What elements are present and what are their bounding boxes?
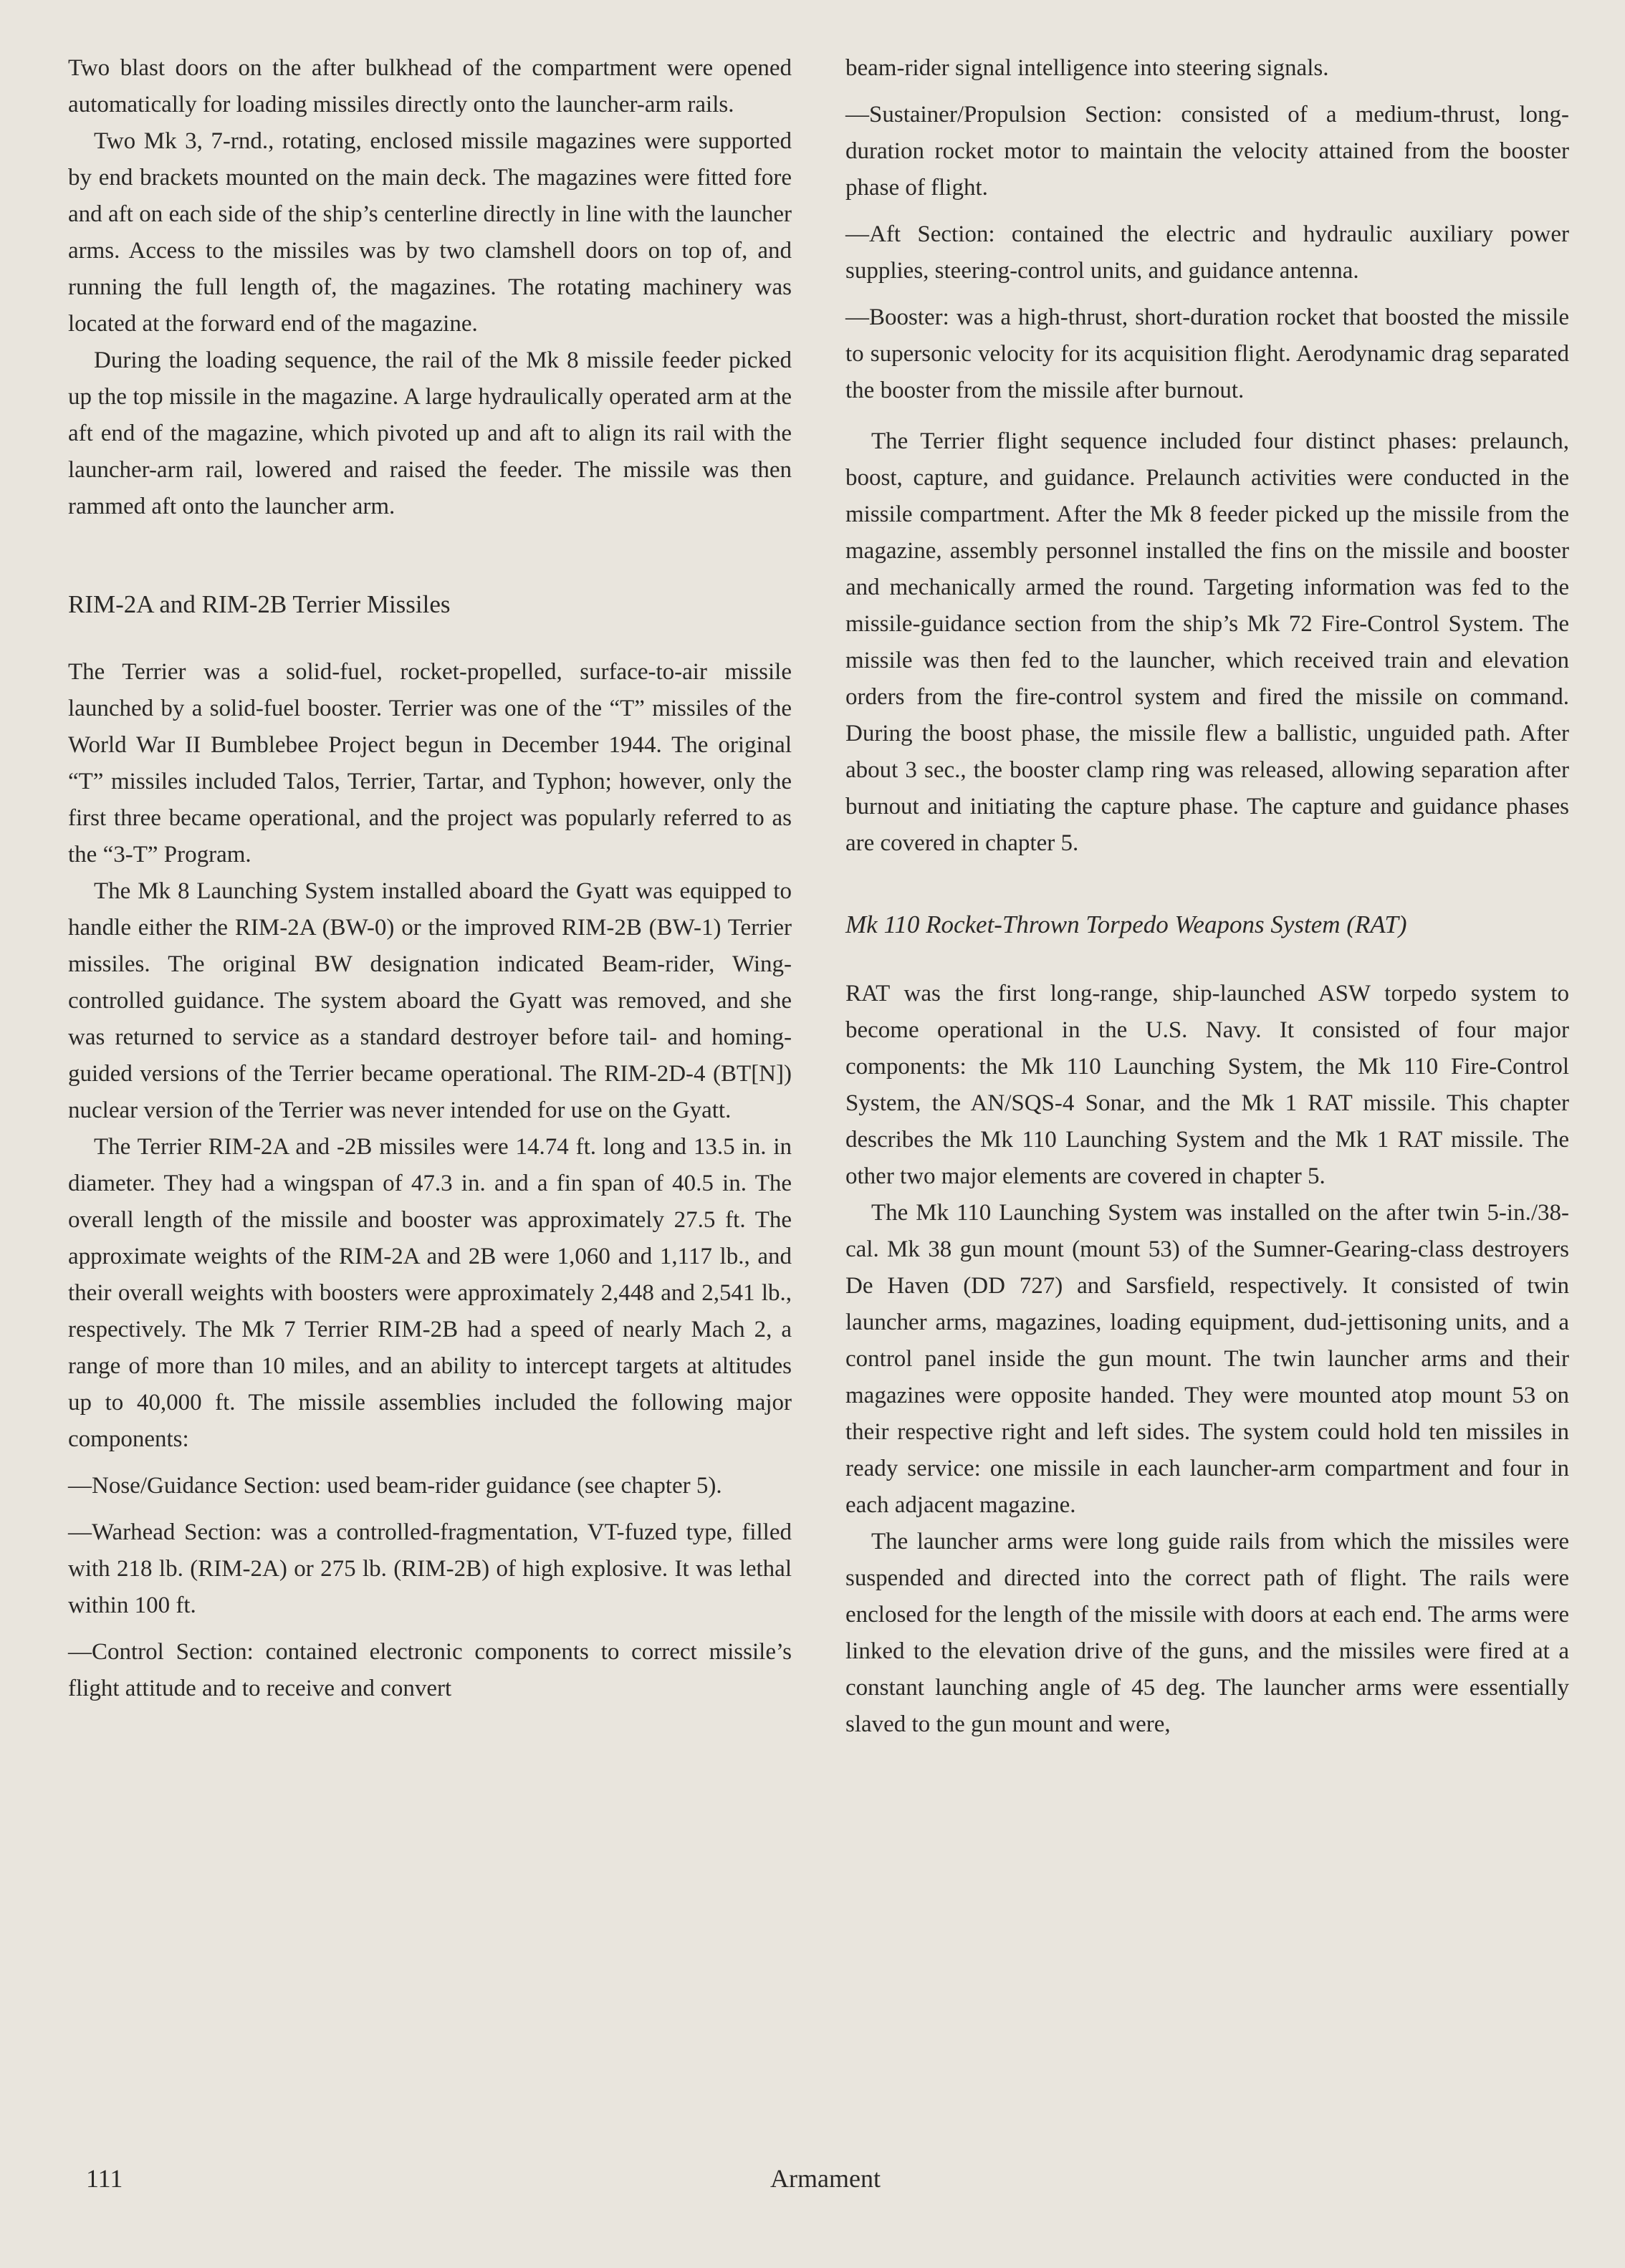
component-item: —Sustainer/Propulsion Section: consisted of a medium-thrust, long-duration rocket motor to maintain the velocity attained from the booster phase of flight. <box>845 102 1569 201</box>
left-column <box>68 50 792 1713</box>
body-paragraph: The Mk 110 Launching System was installed on the after twin 5-in./38-cal. Mk 38 gun mount (mount 53) of the Sumner-Gearing-class destroyers De Haven (DD 727) and Sarsfield, respectively. It consisted of twin launcher arms, magazines, loading equipment, dud-jettisoning units, and a control panel inside the gun mount. The twin launcher arms and their magazines were opposite handed. They were mounted atop mount 53 on their respective right and left sides. The system could hold ten missiles in ready service: one missile in each launcher-arm compartment and four in each adjacent magazine. <box>845 1200 1569 1518</box>
body-paragraph: The launcher arms were long guide rails from which the missiles were suspended and directed into the correct path of flight. The rails were enclosed for the length of the missile with doors at each end. The arms were linked to the elevation drive of the guns, and the missiles were fired at a constant launching angle of 45 deg. The launcher arms were essentially slaved to the gun mount and were, <box>845 1529 1569 1737</box>
section-heading-rat: Mk 110 Rocket-Thrown Torpedo Weapons System (RAT) <box>845 910 1407 938</box>
component-item: —Control Section: contained electronic components to correct missile’s flight attitude and to receive and convert <box>68 1639 792 1701</box>
body-paragraph: The Terrier was a solid-fuel, rocket-propelled, surface-to-air missile launched by a solid-fuel booster. Terrier was one of the “T” missiles of the World War II Bumblebee Project begun in December 1944. The original “T” missiles included Talos, Terrier, Tartar, and Typhon; however, only the first three became operational, and the project was popularly referred to as the “3-T” Program. <box>68 659 792 868</box>
section-heading-terrier: RIM-2A and RIM-2B Terrier Missiles <box>68 590 451 618</box>
component-item: —Warhead Section: was a controlled-fragmentation, VT-fuzed type, filled with 218 lb. (RIM-2A) or 275 lb. (RIM-2B) of high explosive. It was lethal within 100 ft. <box>68 1519 792 1618</box>
component-item: —Booster: was a high-thrust, short-duration rocket that boosted the missile to supersonic velocity for its acquisition flight. Aerodynamic drag separated the booster from the missile after burnout. <box>845 304 1569 403</box>
body-paragraph: RAT was the first long-range, ship-launched ASW torpedo system to become operational in the U.S. Navy. It consisted of four major components: the Mk 110 Launching System, the Mk 110 Fire-Control System, the AN/SQS-4 Sonar, and the Mk 1 RAT missile. This chapter describes the Mk 110 Launching System and the Mk 1 RAT missile. The other two major elements are covered in chapter 5. <box>845 981 1569 1189</box>
page-number: 111 <box>86 2164 123 2193</box>
right-column <box>845 50 1569 1743</box>
body-paragraph: Two blast doors on the after bulkhead of the compartment were opened automatically for loading missiles directly onto the launcher-arm rails. <box>68 55 792 117</box>
running-head: Armament <box>770 2164 881 2193</box>
component-item: —Nose/Guidance Section: used beam-rider guidance (see chapter 5). <box>68 1473 722 1499</box>
body-paragraph: The Terrier RIM-2A and -2B missiles were 14.74 ft. long and 13.5 in. in diameter. They had a wingspan of 47.3 in. and a fin span of 40.5 in. The overall length of the missile and booster was approximately 27.5 ft. The approximate weights of the RIM-2A and 2B were 1,060 and 1,117 lb., and their overall weights with boosters were approximately 2,448 and 2,541 lb., respectively. The Mk 7 Terrier RIM-2B had a speed of nearly Mach 2, a range of more than 10 miles, and an ability to intercept targets at altitudes up to 40,000 ft. The missile assemblies included the following major components: <box>68 1134 792 1452</box>
body-paragraph: Two Mk 3, 7-rnd., rotating, enclosed missile magazines were supported by end brackets mounted on the main deck. The magazines were fitted fore and aft on each side of the ship’s centerline directly in line with the launcher arms. Access to the missiles was by two clamshell doors on top of, and running the full length of, the magazines. The rotating machinery was located at the forward end of the magazine. <box>68 128 792 337</box>
body-paragraph: The Terrier flight sequence included four distinct phases: prelaunch, boost, capture, and guidance. Prelaunch activities were conducted in the missile compartment. After the Mk 8 feeder picked up the missile from the magazine, assembly personnel installed the fins on the missile and booster and mechanically armed the round. Targeting information was fed to the missile-guidance section from the ship’s Mk 72 Fire-Control System. The missile was then fed to the launcher, which received train and elevation orders from the fire-control system and fired the missile on command. During the boost phase, the missile flew a ballistic, unguided path. After about 3 sec., the booster clamp ring was released, allowing separation after burnout and initiating the capture phase. The capture and guidance phases are covered in chapter 5. <box>845 428 1569 856</box>
body-paragraph: The Mk 8 Launching System installed aboard the Gyatt was equipped to handle either the RIM-2A (BW-0) or the improved RIM-2B (BW-1) Terrier missiles. The original BW designation indicated Beam-rider, Wing-controlled guidance. The system aboard the Gyatt was removed, and she was returned to service as a standard destroyer before tail- and homing-guided versions of the Terrier became operational. The RIM-2D-4 (BT[N]) nuclear version of the Terrier was never intended for use on the Gyatt. <box>68 878 792 1123</box>
continuation-text: beam-rider signal intelligence into steering signals. <box>845 55 1329 81</box>
component-item: —Aft Section: contained the electric and hydraulic auxiliary power supplies, steering-control units, and guidance antenna. <box>845 221 1569 284</box>
body-paragraph: During the loading sequence, the rail of the Mk 8 missile feeder picked up the top missile in the magazine. A large hydraulically operated arm at the aft end of the magazine, which pivoted up and aft to align its rail with the launcher-arm rail, lowered and raised the feeder. The missile was then rammed aft onto the launcher arm. <box>68 347 792 519</box>
